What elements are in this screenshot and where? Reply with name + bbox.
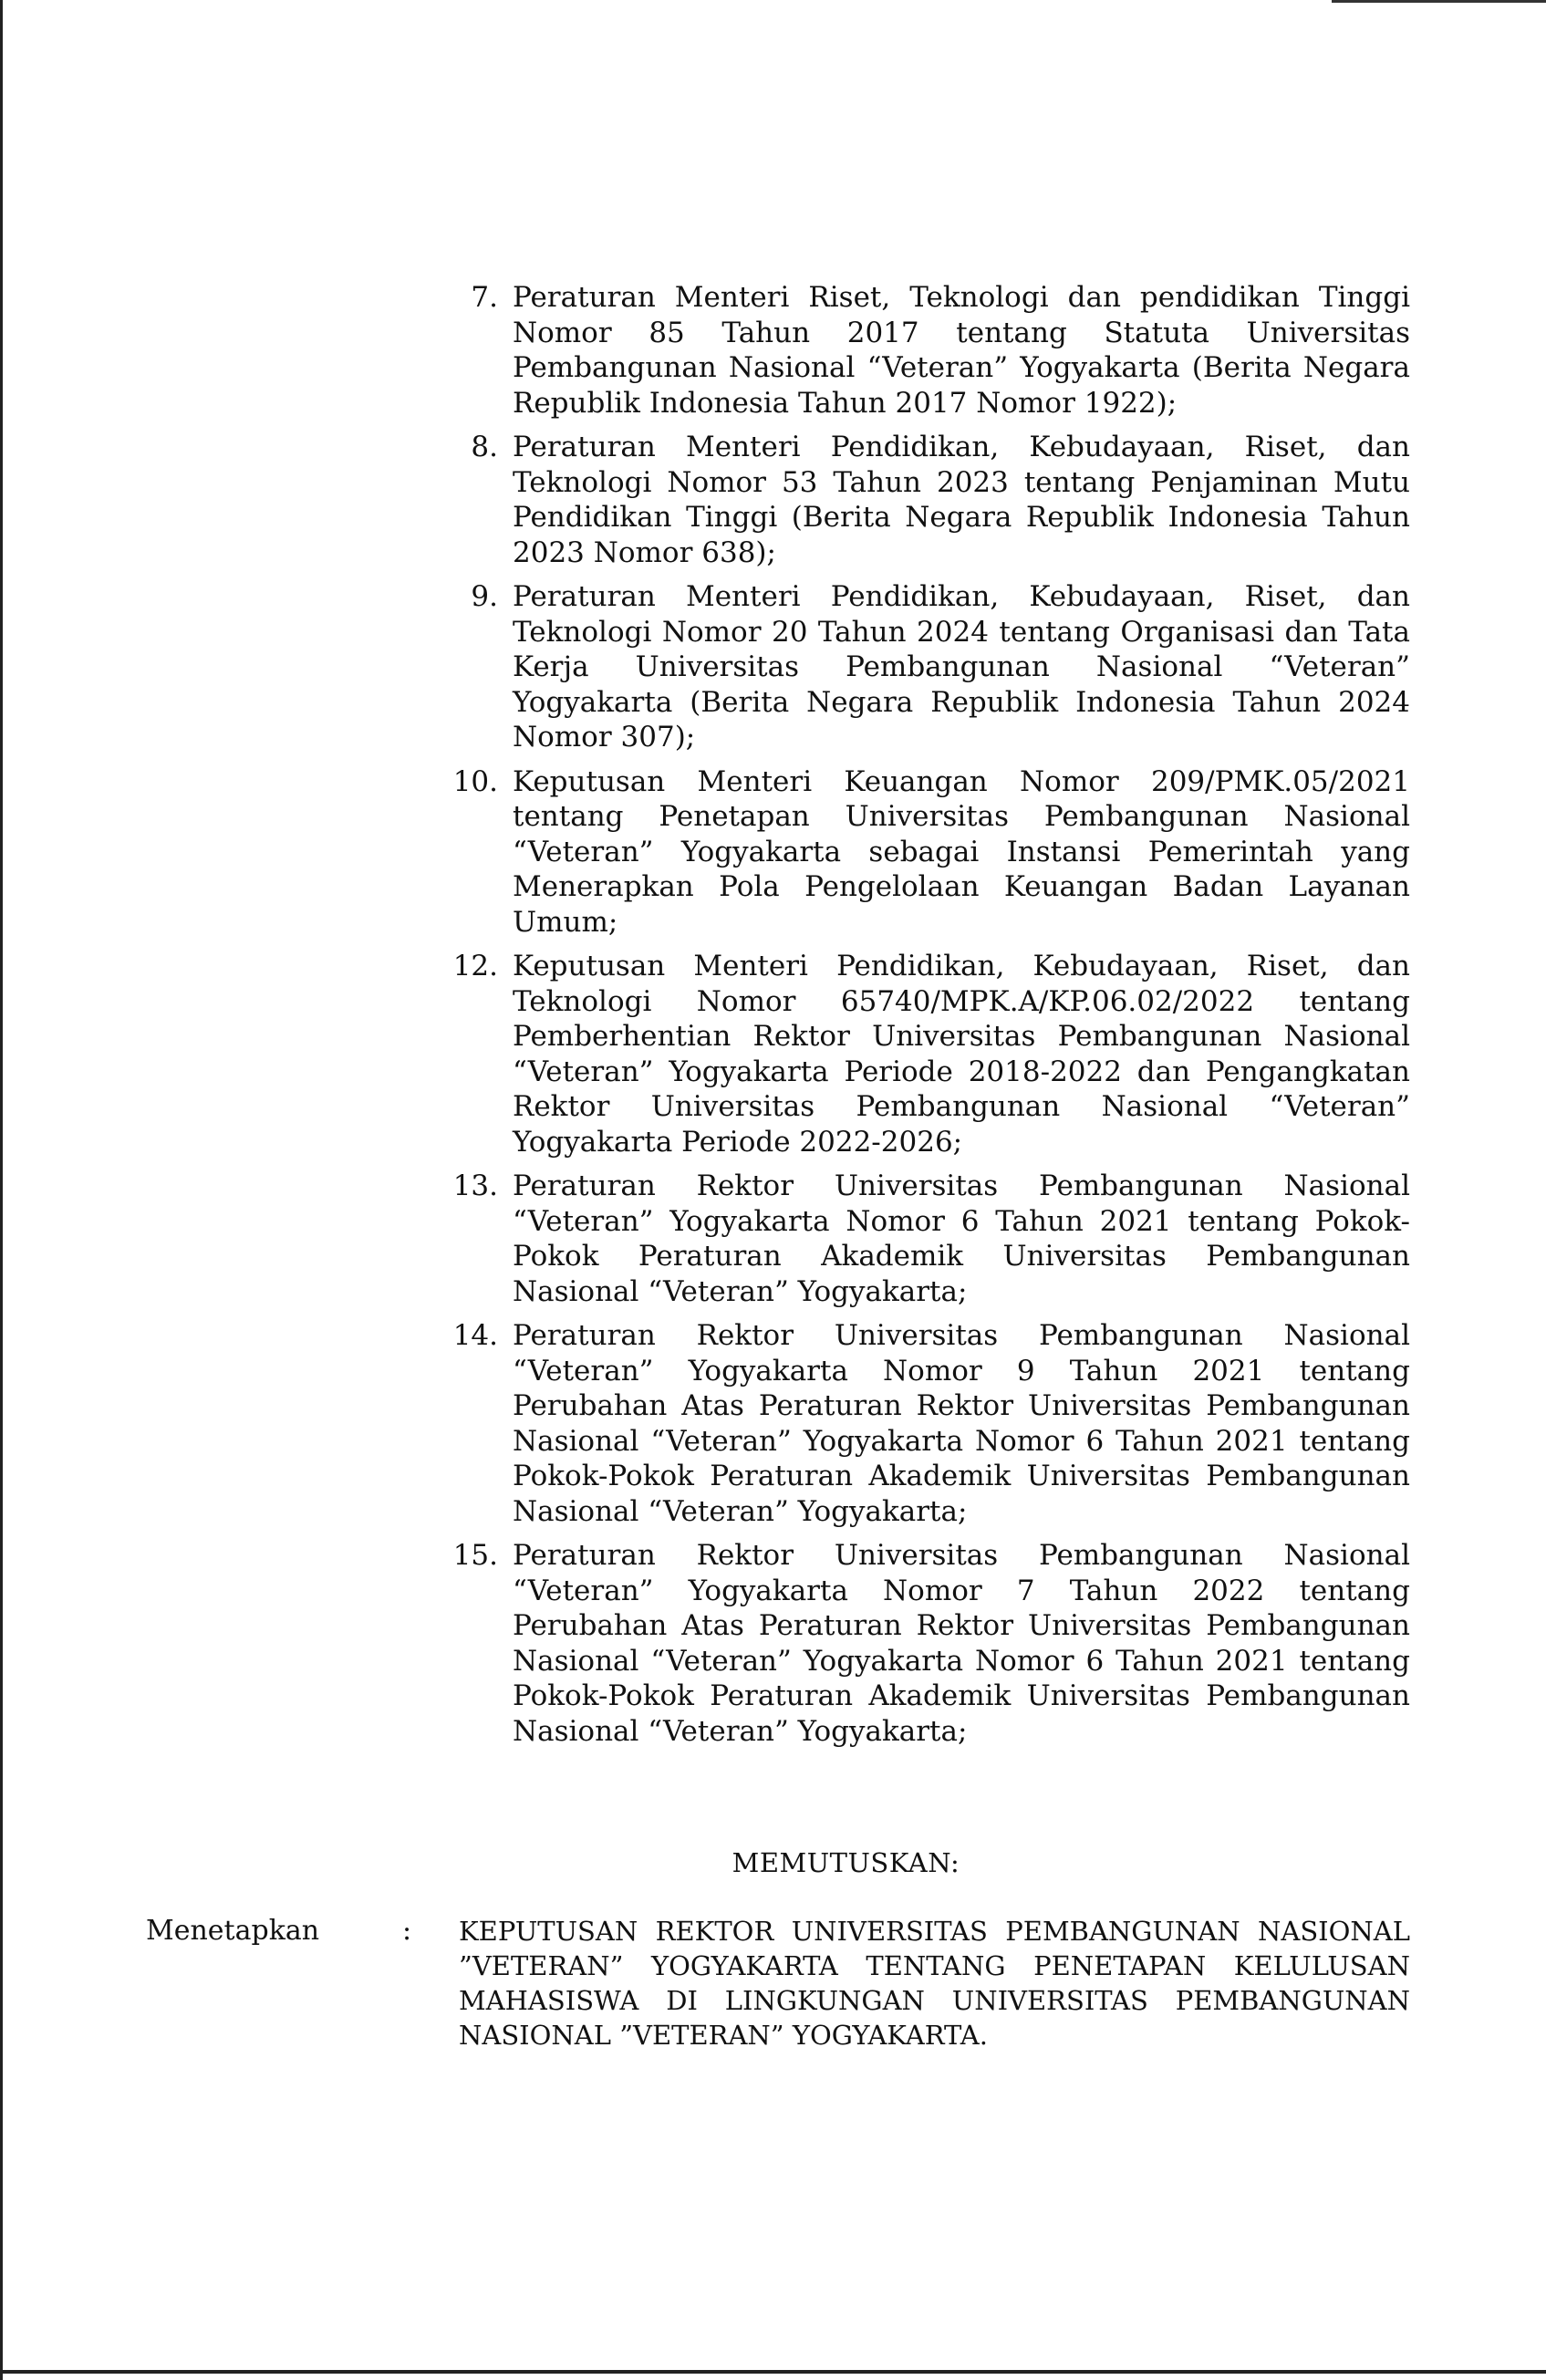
list-item [438, 579, 1410, 755]
item-number: 13. [452, 1169, 498, 1202]
item-number: 9. [471, 580, 498, 613]
item-text: Peraturan Rektor Universitas Pembangunan Nasional “Veteran” Yogyakarta Nomor 6 Tahun 2021 tentang Pokok-Pokok Peraturan Akademik Universitas Pembangunan Nasional “Veteran” Yogyakarta; [513, 1169, 1410, 1308]
item-text: Peraturan Menteri Riset, Teknologi dan pendidikan Tinggi Nomor 85 Tahun 2017 tentang Statuta Universitas Pembangunan Nasional “Veteran” Yogyakarta (Berita Negara Republik Indonesia Tahun 2017 Nomor 1922); [513, 281, 1410, 420]
decision-colon: : [402, 1915, 412, 1947]
list-item [438, 1538, 1410, 1749]
scan-edge-left [0, 0, 3, 2380]
item-number: 14. [452, 1319, 498, 1352]
item-number: 8. [471, 431, 498, 463]
item-text: Peraturan Menteri Pendidikan, Kebudayaan, Riset, dan Teknologi Nomor 53 Tahun 2023 tentang Penjaminan Mutu Pendidikan Tinggi (Berita Negara Republik Indonesia Tahun 2023 Nomor 638); [513, 431, 1410, 569]
item-number: 10. [452, 764, 498, 798]
list-item [438, 1169, 1410, 1309]
item-text: Peraturan Menteri Pendidikan, Kebudayaan, Riset, dan Teknologi Nomor 20 Tahun 2024 tentang Organisasi dan Tata Kerja Universitas Pembangunan Nasional “Veteran” Yogyakarta (Berita Negara Republik Indonesia Tahun 2024 Nomor 307); [513, 580, 1410, 753]
list-item [438, 430, 1410, 570]
decision-label: Menetapkan [146, 1915, 320, 1947]
list-item [438, 1318, 1410, 1529]
item-number: 7. [471, 281, 498, 314]
decision-row [146, 1914, 1410, 2053]
item-text: Peraturan Rektor Universitas Pembangunan Nasional “Veteran” Yogyakarta Nomor 9 Tahun 2021 tentang Perubahan Atas Peraturan Rektor Universitas Pembangunan Nasional “Veteran” Yogyakarta Nomor 6 Tahun 2021 tentang Pokok-Pokok Peraturan Akademik Universitas Pembangunan Nasional “Veteran” Yogyakarta; [513, 1319, 1410, 1528]
scan-edge-top [1332, 0, 1546, 3]
considering-list [438, 280, 1410, 1758]
item-text: Peraturan Rektor Universitas Pembangunan Nasional “Veteran” Yogyakarta Nomor 7 Tahun 2022 tentang Perubahan Atas Peraturan Rektor Universitas Pembangunan Nasional “Veteran” Yogyakarta Nomor 6 Tahun 2021 tentang Pokok-Pokok Peraturan Akademik Universitas Pembangunan Nasional “Veteran” Yogyakarta; [513, 1539, 1410, 1748]
item-text: Keputusan Menteri Pendidikan, Kebudayaan, Riset, dan Teknologi Nomor 65740/MPK.A/KP.06.02/2022 tentang Pemberhentian Rektor Universitas Pembangunan Nasional “Veteran” Yogyakarta Periode 2018-2022 dan Pengangkatan Rektor Universitas Pembangunan Nasional “Veteran” Yogyakarta Periode 2022-2026; [513, 950, 1410, 1159]
decision-text: KEPUTUSAN REKTOR UNIVERSITAS PEMBANGUNAN NASIONAL ”VETERAN” YOGYAKARTA TENTANG PENETAPAN KELULUSAN MAHASISWA DI LINGKUNGAN UNIVERSITAS PEMBANGUNAN NASIONAL ”VETERAN” YOGYAKARTA. [459, 1916, 1410, 2051]
item-number: 15. [452, 1539, 498, 1572]
decision-heading: MEMUTUSKAN: [731, 1847, 960, 1878]
list-item [438, 280, 1410, 421]
item-text: Keputusan Menteri Keuangan Nomor 209/PMK.05/2021 tentang Penetapan Universitas Pembangunan Nasional “Veteran” Yogyakarta sebagai Instansi Pemerintah yang Menerapkan Pola Pengelolaan Keuangan Badan Layanan Umum; [513, 764, 1410, 939]
scan-edge-bottom [0, 2370, 1546, 2374]
list-item [438, 949, 1410, 1159]
item-number: 12. [452, 950, 498, 982]
list-item [438, 764, 1410, 941]
